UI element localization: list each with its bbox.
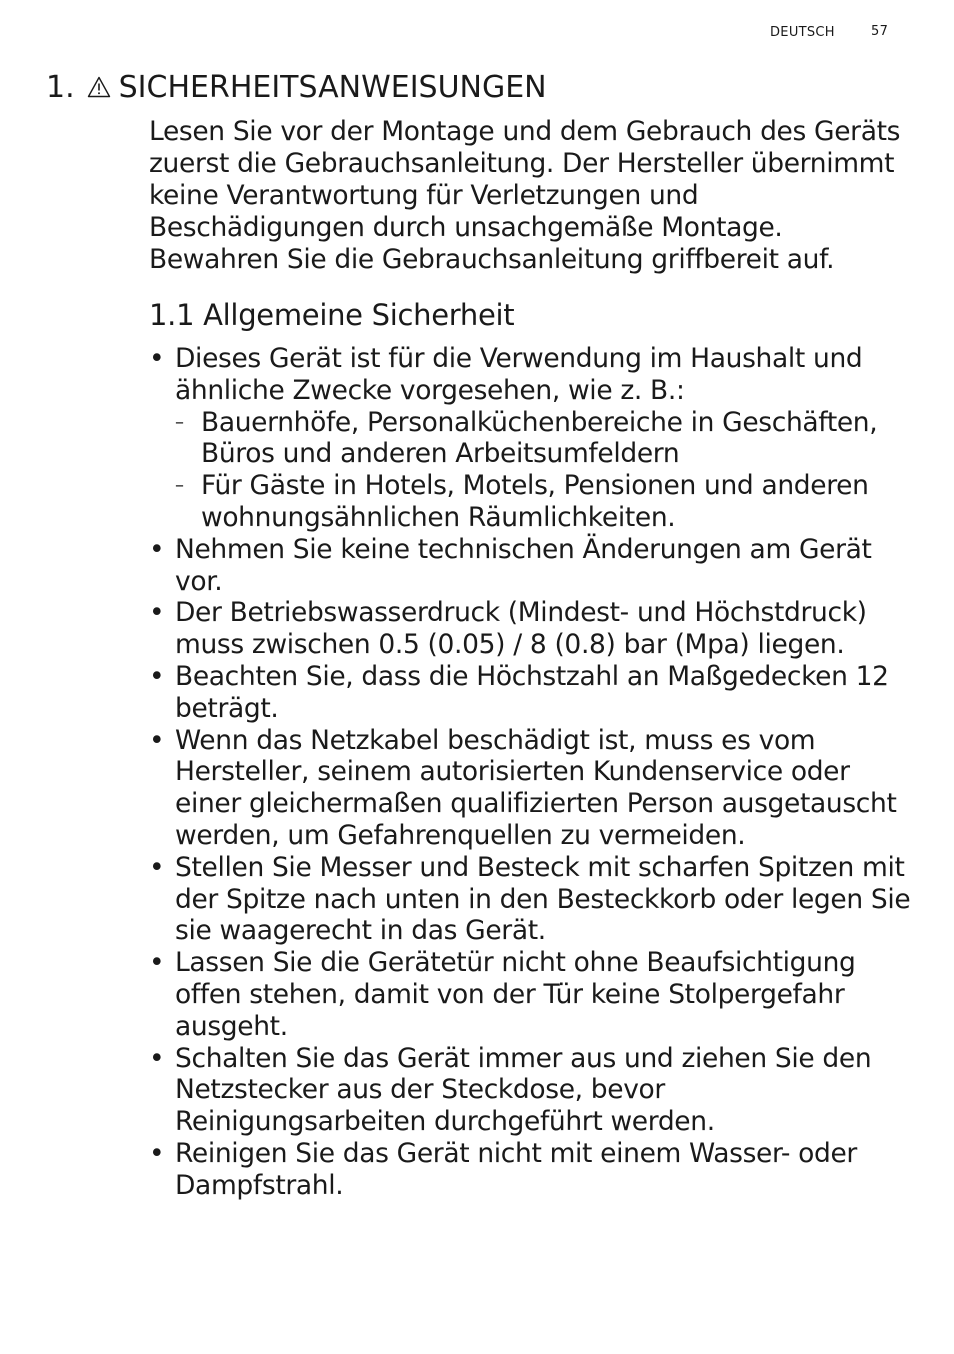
list-item-text: Schalten Sie das Gerät immer aus und ziehen Sie den Netzstecker aus der Steckdose, bevor Reinigungsarbeiten durchgeführt werden.	[175, 1042, 872, 1138]
safety-list	[149, 343, 919, 1202]
bullet-marker: •	[149, 1042, 165, 1074]
list-item-text: Der Betriebswasserdruck (Mindest- und Höchstdruck) muss zwischen 0.5 (0.05) / 8 (0.8) bar (Mpa) liegen.	[175, 597, 867, 661]
list-item	[149, 1043, 919, 1138]
bullet-marker: •	[149, 343, 165, 374]
list-item-text: Wenn das Netzkabel beschädigt ist, muss es vom Hersteller, seinem autorisierten Kundenservice oder einer gleichermaßen qualifizierten Person ausgetauscht werden, um Gefahrenquellen zu vermeiden.	[175, 724, 897, 851]
sub-list-item	[175, 470, 919, 534]
bullet-marker: •	[149, 851, 165, 883]
list-item	[149, 597, 919, 661]
list-item	[149, 947, 919, 1042]
header-language: DEUTSCH	[770, 25, 835, 40]
sub-list-item-text: Für Gäste in Hotels, Motels, Pensionen und anderen wohnungsähnlichen Räumlichkeiten.	[201, 470, 869, 533]
list-item-text: Nehmen Sie keine technischen Änderungen am Gerät vor.	[175, 533, 872, 597]
list-item	[149, 343, 919, 534]
sub-list-item-text: Bauernhöfe, Personalküchenbereiche in Geschäften, Büros und anderen Arbeitsumfeldern	[201, 406, 878, 470]
section-number: 1.	[46, 70, 75, 105]
dash-marker: –	[175, 411, 184, 433]
list-item-text: Stellen Sie Messer und Besteck mit scharfen Spitzen mit der Spitze nach unten in den Besteckkorb oder legen Sie sie waagerecht in das Gerät.	[175, 851, 911, 947]
list-item	[149, 661, 919, 725]
bullet-marker: •	[149, 660, 165, 692]
page-number: 57	[871, 24, 889, 39]
bullet-marker: •	[149, 597, 165, 629]
bullet-marker: •	[149, 1137, 165, 1169]
sub-list-item	[175, 407, 919, 471]
dash-marker: –	[175, 475, 184, 497]
bullet-marker: •	[149, 533, 165, 565]
list-item	[149, 534, 919, 598]
bullet-marker: •	[149, 724, 165, 756]
section-content	[149, 116, 919, 1202]
section-title	[46, 66, 906, 110]
intro-paragraph: Lesen Sie vor der Montage und dem Gebrauch des Geräts zuerst die Gebrauchsanleitung. Der Hersteller übernimmt keine Verantwortung für Verletzungen und Beschädigungen durch unsachgemäße Montage. Bewahren Sie die Gebrauchsanleitung griffbereit auf.	[149, 116, 901, 275]
warning-triangle-icon	[87, 75, 111, 99]
list-item-text: Dieses Gerät ist für die Verwendung im Haushalt und ähnliche Zwecke vorgesehen, wie z. B.:	[175, 343, 863, 406]
list-item	[149, 1138, 919, 1202]
sub-list	[175, 407, 919, 534]
list-item-text: Lassen Sie die Gerätetür nicht ohne Beaufsichtigung offen stehen, damit von der Tür keine Stolpergefahr ausgeht.	[175, 947, 856, 1042]
list-item-text: Reinigen Sie das Gerät nicht mit einem Wasser- oder Dampfstrahl.	[175, 1137, 857, 1201]
section-title-text: SICHERHEITSANWEISUNGEN	[118, 70, 547, 105]
list-item	[149, 852, 919, 947]
subsection-title: 1.1 Allgemeine Sicherheit	[149, 298, 515, 332]
list-item-text: Beachten Sie, dass die Höchstzahl an Maßgedecken 12 beträgt.	[175, 660, 889, 724]
bullet-marker: •	[149, 947, 165, 979]
list-item	[149, 725, 919, 852]
page-header	[760, 22, 900, 42]
